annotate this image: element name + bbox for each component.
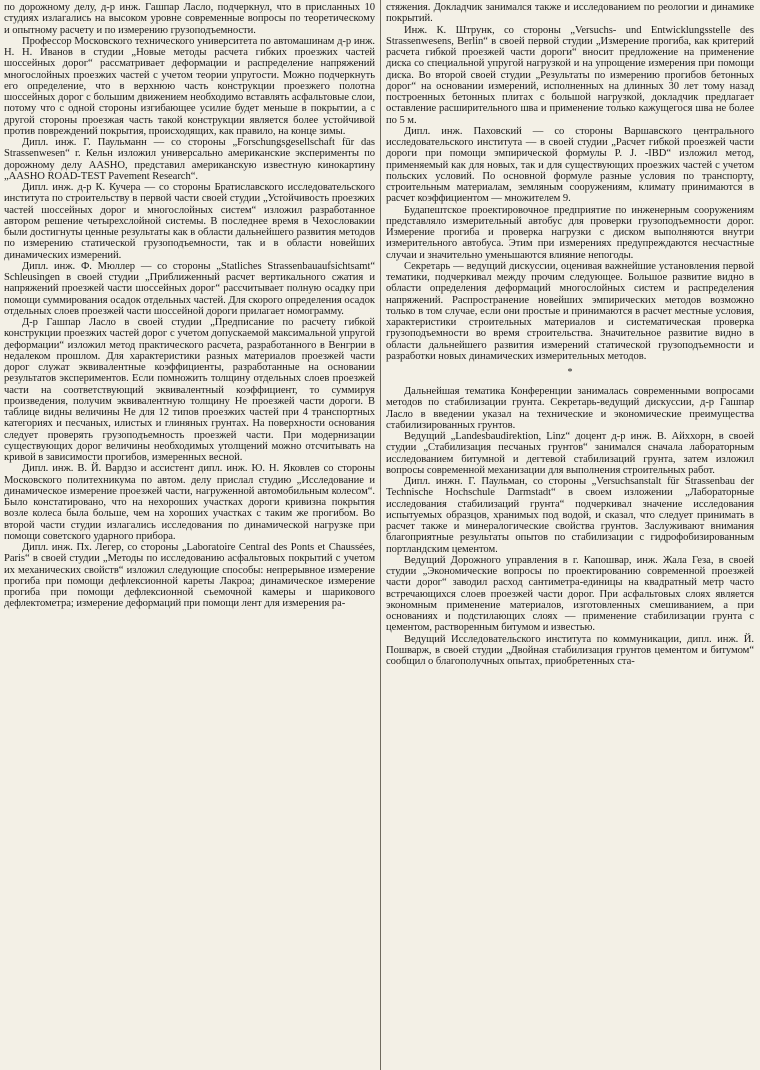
paragraph: Инж. К. Штрунк, со стороны „Versuchs- und Entwicklungsstelle des Strassenwesens, Berlin“ в своей первой студии „Измерение прогиба, как критерий расчета гибкой проезжей части дороги“ вносит предложение на применение диска со специальной упругой нагрузкой и на упрощение измерения при помощи диска. Во второй своей студии „Результаты по измерению прогибов бетонных дорог“ на основании измерений, исполненных на длинных 30 лет тому назад построенных бетонных плитах с большой нагрузкой, докладчик предлагает оставление расширительного шва и применение только кажущегося шва не более по 5 м.: [386, 24, 754, 126]
paragraph: Дипл. инж. д-р К. Кучера — со стороны Братиславского исследовательского института по строительству в первой части своей студии „Устойчивость проезжих частей шоссейных дорог и многослойных систем“ изложил разработанное автором решение четырехслойной системы. В последнее время в Чехословакии были достигнуты ценные результаты как в области дальнейшего развития методов по измерению статической грузоподъемности, так и в области новейших динамических измерений.: [4, 182, 375, 261]
paragraph: Профессор Московского технического университета по автомашинам д-р инж. Н. Н. Иванов в студии „Новые методы расчета гибких проезжих частей шоссейных дорог“ рассматривает деформации и распределение напряжений многослойных проезжих частей с учетом теории упругости. Можно подчеркнуть его определение, что в верхнюю часть конструкции проезжего полотна шоссейных дорог с большим движением необходимо вставлять асфальтовые слои, потому что с одной стороны изгибающее усилие будет меньше в покрытии, а с другой стороны проезжая часть такой конструкции является более устойчивой против повреждений покрытия, происходящих, как правило, на конце зимы.: [4, 35, 375, 137]
column-divider: [380, 0, 381, 1070]
paragraph: Будапештское проектировочное предприятие по инженерным сооружениям представляло измерительный автобус для проверки грузоподъемности дорог. Измерение прогиба и проверка нагрузки с диском выполняются внутри измерительного автобуса. Этим при измерениях предупреждаются несчастные случаи и значительно уменьшаются влияние непогоды.: [386, 204, 754, 261]
paragraph: по дорожному делу, д-р инж. Гашпар Ласло, подчеркнул, что в присланных 10 студиях излагались на высоком уровне современные вопросы по теоретическому и опытному расчету и по измерению грузоподъемности.: [4, 2, 375, 36]
paragraph: Дипл. инжн. Г. Паульман, со стороны „Versuchsanstalt für Strassenbau der Technische Hochschule Darmstadt“ в своем изложении „Лабораторные исследования стабилизаций грунта“ подчеркивал значение исследования испытуемых образцов, хранимых под водой, и сказал, что следует принимать в расчет также и минералогические свойства грунтов. Заслуживают внимания благоприятные результаты опытов по стабилизации с гидрофобизированным портландским цементом.: [386, 476, 754, 555]
section-separator: *: [567, 367, 573, 378]
paragraph: Ведущий Дорожного управления в г. Капошвар, инж. Жала Геза, в своей студии „Экономические вопросы по проектированию современной проезжей части дорог“ заводил расход сантиметра-единицы на квадратный метр часто встречающихся слоев проезжей части дорог. При асфальтовых слоях является экономным применение материалов, изготовленных смешиванием, а при основаниях и подстилающих слоях — применение стабилизации грунта с цементом, растворенным битумом и известью.: [386, 554, 754, 634]
paragraph: Дипл. инж. Паховский — со стороны Варшавского центрального исследовательского института — в своей студии „Расчет гибкой проезжей части дороги при помощи эмпирической формулы P. J. -IBD“ изложил метод, применяемый как для новых, так и для существующих проезжих частей с учетом польских условий. По основной формуле разные условия по транспорту, строительным материалам, земляным сооружениям, климату принимаются в расчет коэффициентом — множителем 9.: [386, 125, 754, 205]
paragraph: Дипл. инж. Г. Паульманн — со стороны „Forschungsgesellschaft für das Strassenwesen“ г. Кельн изложил универсально американские эксперименты по дорожному делу AASHO, представил американскую известную кинокартину „AASHO ROAD-TEST Pavement Research“.: [4, 137, 375, 182]
paragraph: Ведущий „Landesbaudirektion, Linz“ доцент д-р инж. В. Айххорн, в своей студии „Стабилизация песчаных грунтов“ занимался сначала лабораторным исследованием битумной и дегтевой стабилизаций грунта, затем изложил вопросы современной механизации для выполнения строительных работ.: [386, 431, 754, 476]
paragraph: Дипл. инж. В. Й. Вардзо и ассистент дипл. инж. Ю. Н. Яковлев со стороны Московского политехникума по автом. делу прислал студию „Исследование и динамическое измерение проезжей части, нагруженной автомобильным колесом“. Было констатировано, что на нехороших участках дороги кривизна покрытия возле колеса была больше, чем на хороших участках с таким же прогибом. Во второй части студии излагались исследования по динамической нагрузке при помощи советского ударного прибора.: [4, 463, 375, 542]
paragraph: Дипл. инж. Ф. Мюллер — со стороны „Statliches Strassenbauaufsichtsamt“ Schleusingen в своей студии „Приближенный расчет вертикального сжатия и напряжений проезжей части шоссейных дорог“ рассчитывает полную осадку при помощи суммирования осадок отдельных частей. Для скорого определения осадок отдельных слоев проезжей части шоссейной дороги прилагает номограмму.: [4, 260, 375, 317]
paragraph: Секретарь — ведущий дискуссии, оценивая важнейшие установления первой тематики, подчеркивал между прочим следующее. Большое развитие видно в области определения деформаций многослойных систем и распределения напряжений. Распространение новейших эмпирических методов возможно только в том случае, если они простые и принимаются в расчет местные условия, характеристики строительных материалов и систематическая проверка грузоподъемности во время строительства. Значительное развитие видно в области дальнейшего развития измерений статической грузоподъемности и разработки новых динамических измерительных методов.: [386, 260, 754, 362]
paragraph: Дипл. инж. Пх. Легер, со стороны „Laboratoire Central des Ponts et Chaussées, Paris“ в своей студии „Методы по исследованию асфальтовых покрытий с учетом их механических свойств“ изложил следующие способы: непрерывное измерение прогиба при помощи дефлексионной кареты Лакроа; динамическое измерение прогиба при помощи дефлексионной съемочной камеры и шарикового дефлектометра; измерение деформаций при помощи лент для измерения ра-: [4, 542, 375, 610]
paragraph: Д-р Гашпар Ласло в своей студии „Предписание по расчету гибкой конструкции проезжих частей дорог с учетом допускаемой максимальной упругой деформации“ изложил метод практического расчета, разработанного в Венгрии в недалеком прошлом. Для характеристики разных материалов проезжей части дорог служат эквивалентные коэффициенты, разработанные на основании результатов экспериментов. Если помножить толщину отдельных слоев проезжей части на соответствующий эквивалентный коэффициент, то суммируя произведения, получим эквивалентную толщину Не проезжей части дороги. В таблице видны величины Не для 12 типов проезжих частей при 4 транспортных категориях и песчаных, илистых и глиняных грунтах. На поверхности основания следует проверять грузоподъемность проезжей части. При модернизации существующих дорог величины необходимых утолщений можно отсчитывать на кривой в зависимости прогибов, измеренных весной.: [4, 317, 375, 463]
paragraph: Ведущий Исследовательского института по коммуникации, дипл. инж. Й. Пошварж, в своей студии „Двойная стабилизация грунтов цементом и битумом“ сообщил о благополучных опытах, приобретенных ста-: [386, 633, 754, 667]
right-column: [386, 2, 754, 667]
paragraph: Дальнейшая тематика Конференции занималась современными вопросами методов по стабилизации грунта. Секретарь-ведущий дискуссии, д-р Гашпар Ласло в введении указал на технические и экономические преимущества стабилизированных грунтов.: [386, 386, 754, 431]
left-column: [4, 2, 375, 610]
paragraph: стяжения. Докладчик занимался также и исследованием по реологии и динамике покрытий.: [386, 2, 754, 25]
